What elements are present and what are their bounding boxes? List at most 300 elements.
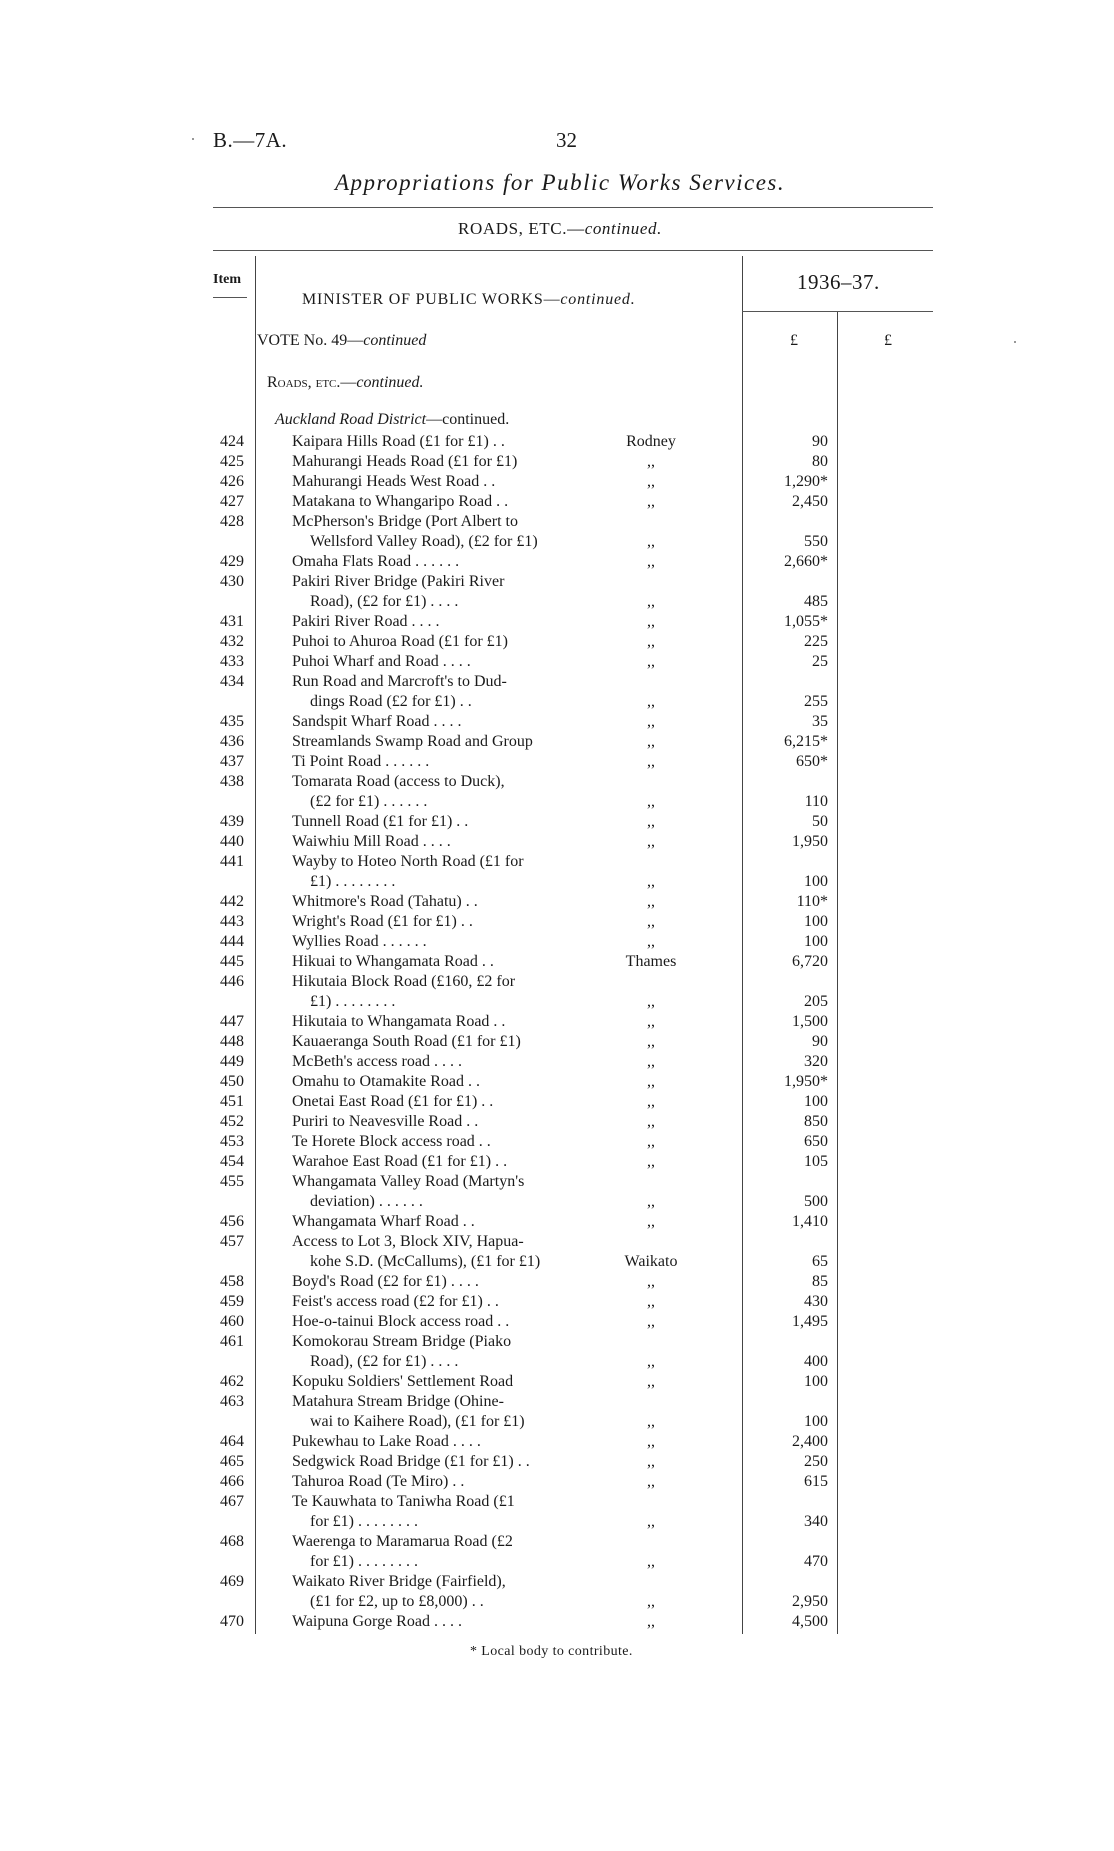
district-location: ,, <box>647 1073 655 1090</box>
item-number: 446 <box>220 973 244 990</box>
district-location: ,, <box>647 453 655 470</box>
item-description: Kaipara Hills Road (£1 for £1) . . <box>292 433 505 450</box>
item-number: 428 <box>220 513 244 530</box>
item-number: 438 <box>220 773 244 790</box>
district-location: ,, <box>647 993 655 1010</box>
district-location: ,, <box>647 1473 655 1490</box>
item-description: Te Kauwhata to Taniwha Road (£1 <box>292 1493 515 1510</box>
section-subtitle <box>458 219 662 239</box>
amount-value: 4,500 <box>792 1613 828 1630</box>
district-location: ,, <box>647 1033 655 1050</box>
item-number: 469 <box>220 1573 244 1590</box>
amount-value: 105 <box>804 1153 828 1170</box>
district-location: ,, <box>647 833 655 850</box>
item-description: Wayby to Hoteo North Road (£1 for <box>292 853 524 870</box>
amount-value: 85 <box>812 1273 828 1290</box>
district-location: ,, <box>647 873 655 890</box>
amount-value: 2,450 <box>792 493 828 510</box>
item-column-header: Item <box>213 272 241 287</box>
table-row <box>0 1492 1114 1512</box>
item-description: Tunnell Road (£1 for £1) . . <box>292 813 469 830</box>
item-number: 462 <box>220 1373 244 1390</box>
table-row <box>0 792 1114 812</box>
amount-value: 110* <box>796 893 828 910</box>
item-description: McPherson's Bridge (Port Albert to <box>292 513 518 530</box>
table-row <box>0 832 1114 852</box>
amount-value: 615 <box>804 1473 828 1490</box>
amount-value: 255 <box>804 693 828 710</box>
amount-value: 1,410 <box>792 1213 828 1230</box>
item-number: 450 <box>220 1073 244 1090</box>
district-location: ,, <box>647 893 655 910</box>
item-number: 461 <box>220 1333 244 1350</box>
table-row <box>0 752 1114 772</box>
table-row <box>0 1012 1114 1032</box>
item-number: 463 <box>220 1393 244 1410</box>
item-number: 435 <box>220 713 244 730</box>
table-row <box>0 852 1114 872</box>
district-continued: —continued. <box>426 411 510 428</box>
table-row <box>0 532 1114 552</box>
amount-value <box>716 572 828 592</box>
district-location: ,, <box>647 1153 655 1170</box>
district-location: ,, <box>647 1413 655 1430</box>
amount-value <box>716 512 828 532</box>
table-row <box>0 912 1114 932</box>
item-number <box>0 692 244 712</box>
table-row <box>0 1452 1114 1472</box>
district-location: ,, <box>647 473 655 490</box>
district-location: ,, <box>647 1593 655 1610</box>
item-number: 451 <box>220 1093 244 1110</box>
amount-value: 90 <box>812 433 828 450</box>
amount-value: 100 <box>804 1373 828 1390</box>
item-number: 440 <box>220 833 244 850</box>
amount-value: 80 <box>812 453 828 470</box>
district-location: ,, <box>647 493 655 510</box>
title-rule <box>213 207 933 208</box>
item-description: Onetai East Road (£1 for £1) . . <box>292 1093 494 1110</box>
district-location <box>586 1572 716 1592</box>
table-row <box>0 552 1114 572</box>
vote-continued: continued <box>363 332 427 349</box>
item-description: Hikutaia Block Road (£160, £2 for <box>292 973 516 990</box>
district-location: ,, <box>647 1453 655 1470</box>
item-description: Puhoi Wharf and Road . . . . <box>292 653 471 670</box>
table-row <box>0 1412 1114 1432</box>
item-number: 457 <box>220 1233 244 1250</box>
district-location: ,, <box>647 813 655 830</box>
district-heading <box>275 411 509 429</box>
table-row <box>0 952 1114 972</box>
item-description: (£2 for £1) . . . . . . <box>310 793 428 810</box>
page-number: 32 <box>556 128 577 152</box>
item-description: Waikato River Bridge (Fairfield), <box>292 1573 506 1590</box>
table-row <box>0 1092 1114 1112</box>
item-description: dings Road (£2 for £1) . . <box>310 693 472 710</box>
item-description: Sedgwick Road Bridge (£1 for £1) . . <box>292 1453 530 1470</box>
item-number: 468 <box>220 1533 244 1550</box>
district-location: ,, <box>647 933 655 950</box>
table-row <box>0 1552 1114 1572</box>
table-row <box>0 1212 1114 1232</box>
item-number <box>0 1552 244 1572</box>
district-location <box>586 1172 716 1192</box>
district-location: ,, <box>647 793 655 810</box>
item-description: Waipuna Gorge Road . . . . <box>292 1613 462 1630</box>
table-row <box>0 1312 1114 1332</box>
amount-value: 1,290* <box>784 473 828 490</box>
table-row <box>0 1572 1114 1592</box>
item-description: Sandspit Wharf Road . . . . <box>292 713 462 730</box>
item-description: Whangamata Valley Road (Martyn's <box>292 1173 525 1190</box>
amount-value <box>716 1232 828 1252</box>
amount-value: 2,400 <box>792 1433 828 1450</box>
table-row <box>0 1192 1114 1212</box>
item-number <box>0 792 244 812</box>
district-location <box>586 1332 716 1352</box>
table-row <box>0 1392 1114 1412</box>
subtitle-continued: continued. <box>584 219 662 238</box>
table-row <box>0 1032 1114 1052</box>
item-number <box>0 992 244 1012</box>
amount-value: 400 <box>804 1353 828 1370</box>
amount-value: 650* <box>796 753 828 770</box>
table-row <box>0 632 1114 652</box>
amount-value <box>716 1492 828 1512</box>
table-row <box>0 1052 1114 1072</box>
document-code: B.—7A. <box>213 128 288 152</box>
table-row <box>0 472 1114 492</box>
district-location <box>586 1492 716 1512</box>
item-number <box>0 1192 244 1212</box>
district-location: ,, <box>647 1113 655 1130</box>
item-description: Hikuai to Whangamata Road . . <box>292 953 494 970</box>
table-row <box>0 1132 1114 1152</box>
item-description: Waerenga to Maramarua Road (£2 <box>292 1533 513 1550</box>
amount-value: 50 <box>812 813 828 830</box>
item-description: Road), (£2 for £1) . . . . <box>310 593 459 610</box>
district-location: ,, <box>647 733 655 750</box>
amount-value: 6,215* <box>784 733 828 750</box>
item-number: 455 <box>220 1173 244 1190</box>
amount-value: 225 <box>804 633 828 650</box>
item-number: 429 <box>220 553 244 570</box>
amount-value <box>716 772 828 792</box>
district-location <box>586 1232 716 1252</box>
table-row <box>0 1512 1114 1532</box>
table-row <box>0 692 1114 712</box>
item-number: 448 <box>220 1033 244 1050</box>
item-description: Matakana to Whangaripo Road . . <box>292 493 509 510</box>
amount-value: 320 <box>804 1053 828 1070</box>
district-location: Thames <box>625 953 677 970</box>
item-description: Streamlands Swamp Road and Group <box>292 733 533 750</box>
item-description: Kopuku Soldiers' Settlement Road <box>292 1373 514 1390</box>
item-description: Wright's Road (£1 for £1) . . <box>292 913 473 930</box>
item-description: Feist's access road (£2 for £1) . . <box>292 1293 499 1310</box>
district-location: ,, <box>647 1433 655 1450</box>
item-header-underline <box>213 297 247 298</box>
item-description: Mahurangi Heads West Road . . <box>292 473 496 490</box>
table-row <box>0 1612 1114 1632</box>
table-row <box>0 1072 1114 1092</box>
item-description: Puhoi to Ahuroa Road (£1 for £1) <box>292 633 508 650</box>
district-location: ,, <box>647 533 655 550</box>
item-number: 458 <box>220 1273 244 1290</box>
item-number: 424 <box>220 433 244 450</box>
subtitle-main: ROADS, ETC.— <box>458 219 585 238</box>
item-description: Wyllies Road . . . . . . <box>292 933 427 950</box>
item-description: Tahuroa Road (Te Miro) . . <box>292 1473 465 1490</box>
item-description: Mahurangi Heads Road (£1 for £1) <box>292 453 518 470</box>
item-description: Hikutaia to Whangamata Road . . <box>292 1013 506 1030</box>
district-location: Waikato <box>624 1253 678 1270</box>
item-number: 466 <box>220 1473 244 1490</box>
item-description: kohe S.D. (McCallums), (£1 for £1) <box>310 1253 541 1270</box>
amount-value: 100 <box>804 913 828 930</box>
scan-speck <box>192 138 194 140</box>
item-description: for £1) . . . . . . . . <box>310 1553 418 1570</box>
item-description: Omahu to Otamakite Road . . <box>292 1073 480 1090</box>
amount-value <box>716 972 828 992</box>
table-row <box>0 772 1114 792</box>
district-location: ,, <box>647 1553 655 1570</box>
table-row <box>0 712 1114 732</box>
amount-value: 485 <box>804 593 828 610</box>
district-location <box>586 1532 716 1552</box>
item-number <box>0 1592 244 1612</box>
item-description: Matahura Stream Bridge (Ohine- <box>292 1393 504 1410</box>
item-description: wai to Kaihere Road), (£1 for £1) <box>310 1413 525 1430</box>
table-row <box>0 652 1114 672</box>
district-location: ,, <box>647 1213 655 1230</box>
item-description: Whangamata Wharf Road . . <box>292 1213 475 1230</box>
table-row <box>0 1112 1114 1132</box>
year-header: 1936–37. <box>797 270 880 294</box>
table-row <box>0 1292 1114 1312</box>
item-number: 464 <box>220 1433 244 1450</box>
item-description: £1) . . . . . . . . <box>310 993 396 1010</box>
table-row <box>0 812 1114 832</box>
district-location: Rodney <box>626 433 676 450</box>
table-row <box>0 932 1114 952</box>
district-location: ,, <box>647 593 655 610</box>
district-location: ,, <box>647 1293 655 1310</box>
amount-value: 100 <box>804 1413 828 1430</box>
minister-heading <box>302 291 636 309</box>
header-top-rule <box>213 250 933 251</box>
pound-symbol-col1: £ <box>790 332 798 349</box>
amount-value: 100 <box>804 1093 828 1110</box>
item-number: 439 <box>220 813 244 830</box>
table-row <box>0 1172 1114 1192</box>
item-number: 470 <box>220 1613 244 1630</box>
item-number: 431 <box>220 613 244 630</box>
amount-value <box>716 1532 828 1552</box>
table-row <box>0 1592 1114 1612</box>
item-description: Wellsford Valley Road), (£2 for £1) <box>310 533 538 550</box>
item-description: Te Horete Block access road . . <box>292 1133 491 1150</box>
amount-value: 430 <box>804 1293 828 1310</box>
item-number: 443 <box>220 913 244 930</box>
amount-value: 35 <box>812 713 828 730</box>
amount-value <box>716 1392 828 1412</box>
amount-value: 2,660* <box>784 553 828 570</box>
item-number: 460 <box>220 1313 244 1330</box>
amount-value: 90 <box>812 1033 828 1050</box>
amount-value: 110 <box>804 793 828 810</box>
item-description: Run Road and Marcroft's to Dud- <box>292 673 507 690</box>
item-description: Road), (£2 for £1) . . . . <box>310 1353 459 1370</box>
district-location: ,, <box>647 1013 655 1030</box>
table-row <box>0 492 1114 512</box>
item-number: 441 <box>220 853 244 870</box>
year-header-rule <box>742 311 933 312</box>
district-location: ,, <box>647 913 655 930</box>
item-description: Waiwhiu Mill Road . . . . <box>292 833 451 850</box>
item-number: 445 <box>220 953 244 970</box>
table-row <box>0 972 1114 992</box>
district-location: ,, <box>647 633 655 650</box>
item-number: 465 <box>220 1453 244 1470</box>
amount-value <box>716 672 828 692</box>
appropriations-table-body <box>0 432 1114 1632</box>
district-location <box>586 512 716 532</box>
item-description: Komokorau Stream Bridge (Piako <box>292 1333 512 1350</box>
table-row <box>0 1532 1114 1552</box>
item-number <box>0 1252 244 1272</box>
amount-value: 1,950* <box>784 1073 828 1090</box>
amount-value: 1,950 <box>792 833 828 850</box>
item-number: 430 <box>220 573 244 590</box>
table-row <box>0 432 1114 452</box>
scan-speck <box>1014 341 1016 343</box>
amount-value <box>716 852 828 872</box>
amount-value: 250 <box>804 1453 828 1470</box>
district-location: ,, <box>647 1193 655 1210</box>
item-description: Omaha Flats Road . . . . . . <box>292 553 460 570</box>
minister-continued: continued. <box>560 291 636 308</box>
item-description: Tomarata Road (access to Duck), <box>292 773 505 790</box>
amount-value: 6,720 <box>792 953 828 970</box>
item-number: 425 <box>220 453 244 470</box>
district-location: ,, <box>647 1093 655 1110</box>
roads-continued: continued. <box>356 374 424 391</box>
item-number <box>0 1512 244 1532</box>
table-row <box>0 672 1114 692</box>
item-number: 427 <box>220 493 244 510</box>
item-number: 444 <box>220 933 244 950</box>
district-location: ,, <box>647 553 655 570</box>
table-row <box>0 1272 1114 1292</box>
item-description: Kauaeranga South Road (£1 for £1) <box>292 1033 521 1050</box>
item-description: Boyd's Road (£2 for £1) . . . . <box>292 1273 479 1290</box>
item-description: Ti Point Road . . . . . . <box>292 753 430 770</box>
district-name: Auckland Road District <box>275 411 427 428</box>
district-location: ,, <box>647 1273 655 1290</box>
table-row <box>0 1332 1114 1352</box>
vote-heading <box>257 332 426 350</box>
amount-value: 1,495 <box>792 1313 828 1330</box>
amount-value: 550 <box>804 533 828 550</box>
district-location <box>586 572 716 592</box>
pound-symbol-col2: £ <box>884 332 892 349</box>
amount-value <box>716 1172 828 1192</box>
amount-value: 2,950 <box>792 1593 828 1610</box>
amount-value: 470 <box>804 1553 828 1570</box>
item-number: 459 <box>220 1293 244 1310</box>
item-description: Pukewhau to Lake Road . . . . <box>292 1433 481 1450</box>
table-row <box>0 992 1114 1012</box>
item-number: 453 <box>220 1133 244 1150</box>
table-row <box>0 1352 1114 1372</box>
item-number: 442 <box>220 893 244 910</box>
footnote: * Local body to contribute. <box>470 1644 633 1659</box>
item-number: 426 <box>220 473 244 490</box>
item-description: for £1) . . . . . . . . <box>310 1513 418 1530</box>
item-number <box>0 872 244 892</box>
district-location: ,, <box>647 1353 655 1370</box>
amount-value: 100 <box>804 933 828 950</box>
item-number: 454 <box>220 1153 244 1170</box>
item-number: 434 <box>220 673 244 690</box>
item-number <box>0 1412 244 1432</box>
table-row <box>0 872 1114 892</box>
district-location: ,, <box>647 1133 655 1150</box>
table-row <box>0 1372 1114 1392</box>
item-number <box>0 532 244 552</box>
table-row <box>0 512 1114 532</box>
page-title: Appropriations for Public Works Services. <box>335 170 786 195</box>
item-description: Pakiri River Road . . . . <box>292 613 440 630</box>
district-location: ,, <box>647 613 655 630</box>
district-location: ,, <box>647 653 655 670</box>
district-location: ,, <box>647 713 655 730</box>
table-row <box>0 592 1114 612</box>
amount-value: 650 <box>804 1133 828 1150</box>
amount-value: 850 <box>804 1113 828 1130</box>
district-location <box>586 772 716 792</box>
district-location <box>586 972 716 992</box>
item-number <box>0 1352 244 1372</box>
roads-heading <box>267 374 424 392</box>
table-row <box>0 1432 1114 1452</box>
item-description: Warahoe East Road (£1 for £1) . . <box>292 1153 508 1170</box>
table-row <box>0 892 1114 912</box>
minister-main: MINISTER OF PUBLIC WORKS— <box>302 291 561 308</box>
table-row <box>0 1232 1114 1252</box>
item-number: 436 <box>220 733 244 750</box>
item-number: 467 <box>220 1493 244 1510</box>
item-description: Pakiri River Bridge (Pakiri River <box>292 573 505 590</box>
item-description: Hoe-o-tainui Block access road . . <box>292 1313 510 1330</box>
amount-value: 1,500 <box>792 1013 828 1030</box>
table-row <box>0 1252 1114 1272</box>
item-number: 433 <box>220 653 244 670</box>
roads-main: Roads, etc.— <box>267 374 357 391</box>
vote-main: VOTE No. 49— <box>257 332 364 349</box>
item-number: 447 <box>220 1013 244 1030</box>
district-location: ,, <box>647 1053 655 1070</box>
district-location: ,, <box>647 753 655 770</box>
district-location <box>586 672 716 692</box>
amount-value: 205 <box>804 993 828 1010</box>
district-location: ,, <box>647 1513 655 1530</box>
district-location: ,, <box>647 1373 655 1390</box>
item-description: (£1 for £2, up to £8,000) . . <box>310 1593 484 1610</box>
item-number: 456 <box>220 1213 244 1230</box>
